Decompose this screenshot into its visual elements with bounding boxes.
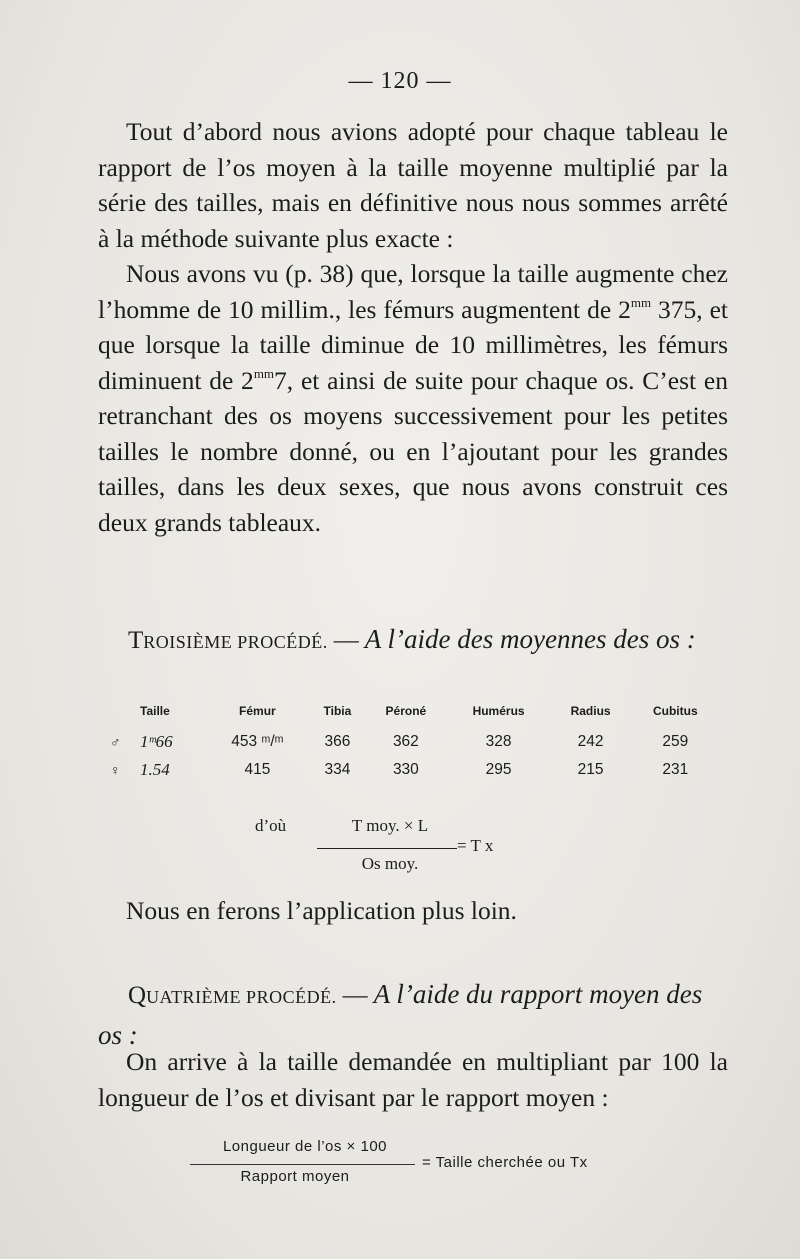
formula-numerator: Longueur de l’os × 100 [222, 1138, 388, 1155]
heading-dash: — [333, 627, 359, 654]
paragraph-2 [98, 256, 728, 540]
female-symbol: ♀ [110, 762, 121, 778]
table-cell: 259 [662, 733, 689, 750]
heading-dash: — [342, 982, 368, 1009]
paragraph-4 [98, 1044, 728, 1115]
table-cell: 295 [485, 761, 512, 778]
heading-initial: Q [128, 982, 147, 1009]
paragraph-2-text-b: 375, et que lorsque la taille diminue de 10 millimètres, les fémurs diminuent de 2 [98, 294, 728, 395]
fraction-bar [190, 1164, 415, 1165]
paragraph-1 [98, 114, 728, 256]
paragraph-2-text-c: 7, et ainsi de suite pour chaque os. C’est en retranchant des os moyens successivement pour les petites tailles le nombre donné, ou en l’ajoutant pour les grandes tailles, dans les deux sexes, que nous avons construit ces deux grands tableaux. [98, 365, 728, 537]
paragraph-3 [98, 893, 728, 929]
formula-taille [190, 1132, 670, 1202]
heading-italic: A l’aide du rapport moyen des os : [98, 979, 703, 1050]
table-header-row [110, 702, 720, 728]
section-heading-third-procedure [98, 620, 728, 661]
paragraph-3-text: Nous en ferons l’application plus loin. [126, 896, 517, 925]
table-cell: 242 [577, 733, 604, 750]
male-symbol: ♂ [110, 734, 121, 750]
paragraph-2-text-a: Nous avons vu (p. 38) que, lorsque la taille augmente chez l’homme de 10 millim., les fémurs augmentent de 2 [98, 259, 728, 324]
formula-denominator: Rapport moyen [240, 1168, 350, 1185]
formula-result: = T x [457, 836, 494, 855]
table-cell: 1ᵐ66 [140, 732, 173, 751]
unit-superscript: mm [253, 365, 275, 381]
table-row-male [110, 728, 720, 756]
table-cell: 453 ᵐ/ᵐ [231, 733, 284, 750]
header-spacer [110, 702, 140, 728]
formula-denominator: Os moy. [361, 854, 419, 873]
header-taille: Taille [140, 704, 170, 718]
paragraph-1-text: Tout d’abord nous avions adopté pour chaque tableau le rapport de l’os moyen à la taille moyenne multiplié par la série des tailles, mais en définitive nous nous sommes arrêté à la méthode suivante plus exacte : [98, 117, 728, 253]
heading-italic: A l’aide des moyennes des os : [364, 624, 696, 654]
table-cell: 334 [324, 761, 351, 778]
table-cell: 330 [392, 761, 419, 778]
table-row-female [110, 756, 720, 784]
heading-initial: T [128, 627, 144, 654]
header-tibia: Tibia [323, 704, 352, 718]
page-number: — 120 — [348, 68, 452, 94]
table-cell: 215 [577, 761, 604, 778]
header-cubitus: Cubitus [652, 704, 698, 718]
heading-label: ROISIÈME PROCÉDÉ. [143, 632, 328, 652]
unit-superscript: mm [630, 294, 652, 310]
header-radius: Radius [570, 704, 611, 718]
table-cell: 366 [324, 733, 351, 750]
paragraph-4-text: On arrive à la taille demandée en multipliant par 100 la longueur de l’os et divisant par le rapport moyen : [98, 1047, 728, 1112]
formula-result: = Taille cherchée ou Tx [422, 1154, 588, 1171]
heading-label: UATRIÈME PROCÉDÉ. [146, 987, 337, 1007]
table-cell: 231 [662, 761, 689, 778]
fraction-bar [317, 848, 457, 849]
header-perone: Péroné [385, 704, 427, 718]
formula-numerator: T moy. × L [351, 816, 429, 835]
table-cell: 415 [244, 761, 271, 778]
table-cell: 362 [392, 733, 419, 750]
formula-tx [255, 808, 575, 878]
bone-measures-table [110, 702, 720, 784]
table-cell: 328 [485, 733, 512, 750]
header-humerus: Humérus [472, 704, 525, 718]
formula-prefix: d’où [255, 816, 287, 835]
table-cell: 1.54 [140, 760, 170, 779]
header-femur: Fémur [239, 704, 276, 718]
